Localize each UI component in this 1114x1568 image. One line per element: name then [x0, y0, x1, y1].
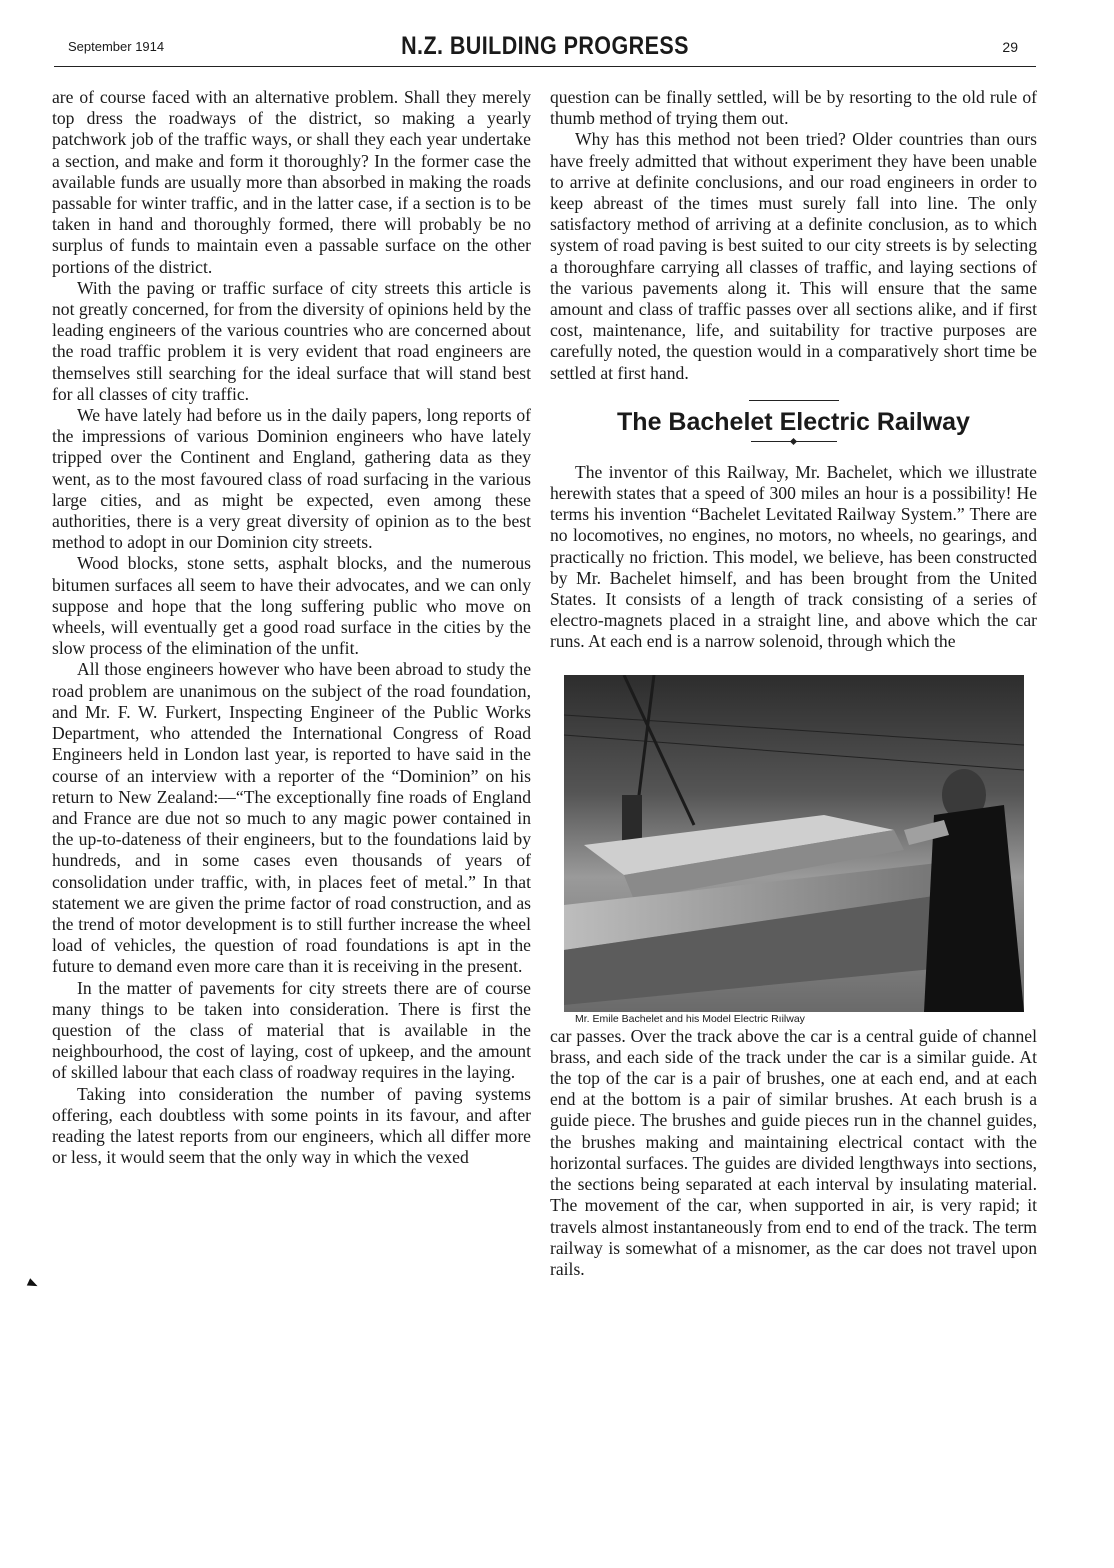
header-rule [54, 66, 1036, 67]
railway-photo [564, 675, 1024, 1012]
margin-mark [27, 1278, 39, 1289]
left-column [52, 87, 531, 1168]
paragraph: Wood blocks, stone setts, asphalt blocks, and the numerous bitumen surfaces all seem to have their advocates, and we can only suppose and hope that the long suffering public who move on wheels, will eventually get a good road surface in the cities by the slow process of the elimination of the unfit. [52, 553, 531, 659]
paragraph: are of course faced with an alternative problem. Shall they merely top dress the roadways of the district, so making a yearly patchwork job of the traffic ways, or shall they each year undertake a section, and make and form it thoroughly? In the former case the available funds are usually more than absorbed in making the roads passable for winter traffic, and in the latter case, if a section is to be taken in hand and thoroughly formed, there will probably be no surplus of funds to maintain even a passable surface on the other portions of the district. [52, 87, 531, 277]
article-separator-rule [749, 400, 839, 401]
photo-image [564, 675, 1024, 1012]
article-title: The Bachelet Electric Railway [617, 407, 970, 436]
paragraph: question can be finally settled, will be by resorting to the old rule of thumb method of trying them out. [550, 87, 1037, 129]
paragraph: In the matter of pavements for city streets there are of course many things to be taken into consideration. There is first the question of the class of material that is available in the neighbourhood, the cost of laying, cost of upkeep, and the amount of skilled labour that each class of roadway requires in the laying. [52, 977, 531, 1083]
paragraph: Taking into consideration the number of paving systems offering, each doubtless with some points in its favour, and after reading the latest reports from our engineers, which all differ more or less, it would seem that the only way in which the vexed [52, 1083, 531, 1168]
issue-date: September 1914 [68, 39, 165, 54]
title-ornament [751, 441, 837, 448]
article-body: car passes. Over the track above the car is a central guide of channel brass, and each side of the track under the car is a similar guide. At the top of the car is a pair of brushes, one at each end, and at each end at the bottom is a pair of similar brushes. At each brush is a guide piece. The brushes and guide pieces run in the channel guides, the brushes making and maintaining electrical contact with the horizontal surfaces. The guides are divided lengthways into sections, the sections being separated at each interval by insulating material. The movement of the car, when supported in air, is very rapid; it travels almost instantaneously from end to end of the track. The term railway is somewhat of a misnomer, as the car does not travel upon rails. [550, 1025, 1037, 1279]
page-number: 29 [1002, 39, 1018, 55]
page-header [54, 30, 1036, 70]
paragraph: Why has this method not been tried? Older countries than ours have freely admitted that without experiment they have been unable to arrive at definite conclusions, and our road engineers in order to keep abreast of the times must surely fall into line. The only satisfactory method of arriving at a definite conclusion, as to which system of road paving is best suited to our city streets is by selecting a thoroughfare carrying all classes of traffic, and laying sections of the various pavements along it. This will ensure that the same amount and class of traffic passes over all sections alike, and if first cost, maintenance, life, and suitability for tractive purposes are carefully noted, the question would in a comparatively short time be settled at first hand. [550, 129, 1037, 383]
article-intro: The inventor of this Railway, Mr. Bachelet, which we illustrate herewith states that a speed of 300 miles an hour is a possibility! He terms his invention “Bachelet Levitated Railway System.” There are no locomotives, no engines, no motors, no wheels, no gearings, and practically no friction. This model, we believe, has been constructed by Mr. Bachelet himself, and has been brought from the United States. It consists of a length of track consisting of a series of electro-magnets placed in a straight line, and above which the car runs. At each end is a narrow solenoid, through which the [550, 461, 1037, 652]
paragraph: All those engineers however who have been abroad to study the road problem are unanimous on the subject of the road foundation, and Mr. F. W. Furkert, Inspecting Engineer of the Public Works Department, who attended the International Congress of Road Engineers held in London last year, is reported to have said in the course of an interview with a reporter of the “Dominion” on his return to New Zealand:—“The exceptionally fine roads of England and France are due not so much to any magic power contained in the up-to-dateness of their engineers, but to the foundations laid by hundreds, and in some cases even thousands of years of consolidation under traffic, with, in places feet of metal.” In that statement we are given the prime factor of road construction, and as the trend of motor development is to still further increase the wheel load of vehicles, the question of road foundations is apt in the future to demand even more care than it is receiving in the present. [52, 659, 531, 977]
publication-title: N.Z. BUILDING PROGRESS [401, 32, 689, 60]
paragraph: With the paving or traffic surface of city streets this article is not greatly concerned, for from the diversity of opinions held by the leading engineers of the various countries who are concerned about the road traffic problem it is very evident that road engineers are themselves still searching for the ideal surface that will stand best for all classes of city traffic. [52, 277, 531, 404]
right-column [550, 87, 1037, 1280]
photo-caption: Mr. Emile Bachelet and his Model Electric Rıilway [575, 1012, 805, 1025]
paragraph: We have lately had before us in the daily papers, long reports of the impressions of various Dominion engineers who have lately tripped over the Continent and England, gathering data as they went, as to the most favoured class of road surfacing in the various large cities, and as might be expected, even among these authorities, there is a very great diversity of opinion as to the best method to adopt in our Dominion city streets. [52, 405, 531, 553]
